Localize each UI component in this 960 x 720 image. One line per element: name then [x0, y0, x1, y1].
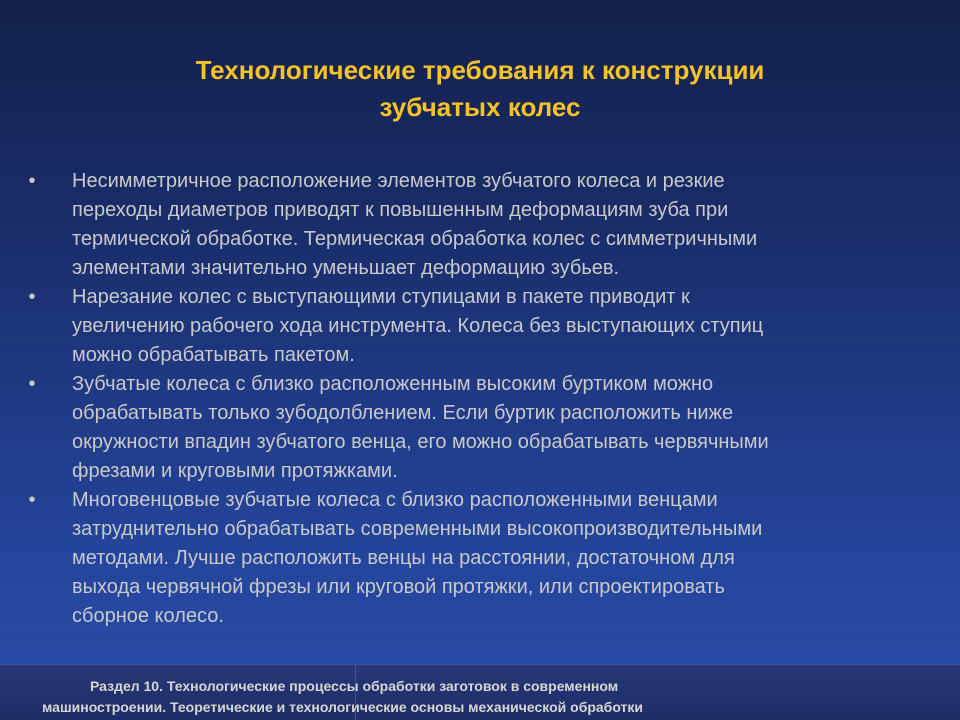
footer-text [42, 676, 942, 718]
bullet-item-4 [22, 486, 922, 631]
bullet-line: Несимметричное расположение элементов зубчатого колеса и резкие [72, 170, 725, 192]
bullet-dot-icon: • [28, 286, 36, 308]
bullet-dot-icon: • [28, 489, 36, 511]
bullet-line: выхода червячной фрезы или круговой протяжки, или спроектировать [72, 576, 725, 598]
bullet-item-2 [22, 283, 922, 370]
bullet-line: Нарезание колес с выступающими ступицами в пакете приводит к [72, 286, 690, 308]
bullet-item-1 [22, 167, 922, 283]
bullet-item-3 [22, 370, 922, 486]
bullet-line: увеличению рабочего хода инструмента. Колеса без выступающих ступиц [72, 315, 764, 337]
bullet-dot-icon: • [28, 170, 36, 192]
bullet-line: методами. Лучше расположить венцы на расстоянии, достаточном для [72, 547, 735, 569]
bullet-line: окружности впадин зубчатого венца, его можно обрабатывать червячными [72, 431, 769, 453]
bullet-line: можно обрабатывать пакетом. [72, 344, 355, 366]
bullet-line: сборное колесо. [72, 605, 224, 627]
bullet-line: затруднительно обрабатывать современными высокопроизводительными [72, 518, 763, 540]
bullet-line: обрабатывать только зубодолблением. Если буртик расположить ниже [72, 402, 734, 424]
bullet-line: Многовенцовые зубчатые колеса с близко расположенными венцами [72, 489, 718, 511]
bullet-line: Зубчатые колеса с близко расположенным высоким буртиком можно [72, 373, 714, 395]
bullet-dot-icon: • [28, 373, 36, 395]
bullet-line: фрезами и круговыми протяжками. [72, 460, 398, 482]
bullet-list [22, 167, 922, 631]
bullet-line: переходы диаметров приводят к повышенным деформациям зуба при [72, 199, 729, 221]
slide-title-line-1: Технологические требования к конструкции [195, 55, 765, 85]
footer-line-2: машиностроении. Теоретические и технологические основы механической обработки [42, 699, 644, 715]
footer-line-1: Раздел 10. Технологические процессы обработки заготовок в современном [90, 678, 619, 694]
slide-title [0, 52, 960, 126]
slide-title-line-2: зубчатых колес [379, 92, 581, 122]
bullet-line: термической обработке. Термическая обработка колес с симметричными [72, 228, 758, 250]
bullet-line: элементами значительно уменьшает деформацию зубьев. [72, 257, 620, 279]
